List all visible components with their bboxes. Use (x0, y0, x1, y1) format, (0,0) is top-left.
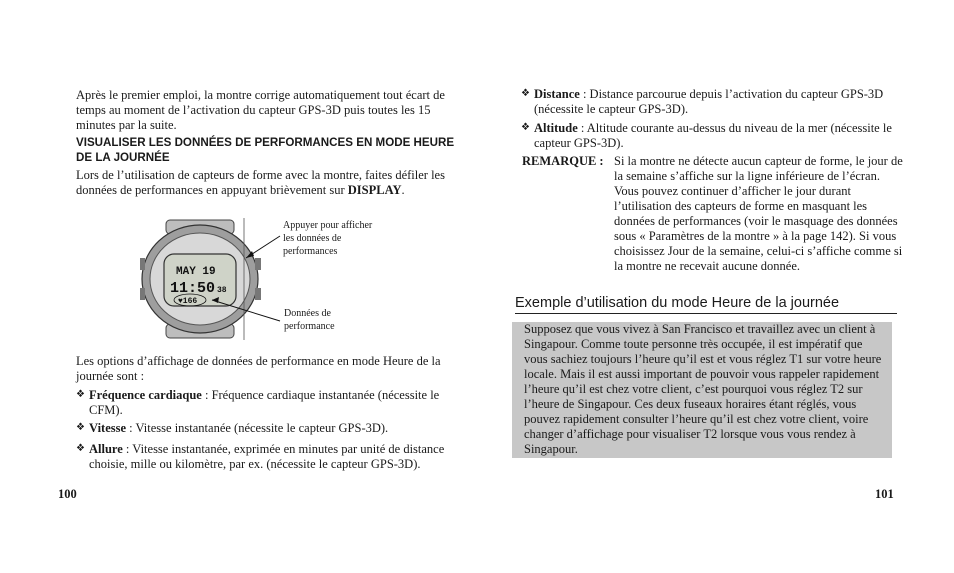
display-paragraph-text: Lors de l’utilisation de capteurs de forme avec la montre, faites défiler les données de performances en appuyant brièvement sur (76, 168, 445, 197)
display-paragraph-end: . (401, 183, 405, 197)
bullet-pace (76, 442, 469, 472)
bullet-heart-rate (76, 388, 469, 418)
bullet-icon: ❖ (521, 122, 530, 133)
remark-label: REMARQUE : (522, 154, 604, 168)
bullet-text: : Vitesse instantanée, exprimée en minutes par unité de distance choisie, mille ou kilomètre, par ex. (nécessite le capteur GPS-3D). (89, 442, 445, 471)
bullet-text: : Vitesse instantanée (nécessite le capteur GPS-3D). (126, 421, 389, 435)
figure-caption-data: Données de performance (284, 308, 335, 332)
bullet-icon: ❖ (76, 389, 85, 400)
remark-text: Si la montre ne détecte aucun capteur de forme, le jour de la semaine s’affiche sur la ligne inférieure de l’écran. Vous pouvez continuer d’afficher le jour durant l’utilisation des capteurs de forme en masquant les données de performances (voir le masquage des données sous « Paramètres de la montre » à la page 142). Si vous choisissez Jour de la semaine, celui-ci s’affiche comme si la montre ne recevait aucune donnée. (614, 154, 903, 273)
bullet-text: : Distance parcourue depuis l’activation du capteur GPS-3D (nécessite le capteur GPS-3D). (534, 87, 884, 116)
bullet-text: : Fréquence cardiaque instantanée (nécessite le CFM). (89, 388, 440, 417)
section-heading: VISUALISER LES DONNÉES DE PERFORMANCES EN MODE HEURE DE LA JOURNÉE (76, 136, 455, 164)
lcd-date: MAY 19 (176, 266, 216, 278)
options-intro: Les options d’affichage de données de performance en mode Heure de la journée sont : (76, 354, 441, 383)
bullet-title: Distance (534, 87, 580, 101)
page-number-right: 101 (875, 487, 894, 501)
lcd-heart-rate: ♥166 (178, 297, 198, 306)
bullet-distance (521, 87, 904, 117)
lcd-seconds: 38 (217, 286, 227, 295)
bullet-speed (76, 421, 469, 436)
bullet-icon: ❖ (521, 88, 530, 99)
bullet-title: Altitude (534, 121, 578, 135)
page-number-left: 100 (58, 487, 77, 501)
bullet-title: Vitesse (89, 421, 127, 435)
example-text: Supposez que vous vivez à San Francisco et travaillez avec un client à Singapour. Comme toute personne très occupée, il est impératif que vous sachiez toujours l’heure qu’il est et vous réglez T1 sur votre heure locale. Mais il est aussi important de pouvoir vous rappeler rapidement l’heure qu’il est chez votre client, c’est pourquoi vous réglez T2 sur l’heure de Singapour. Ces deux fuseaux horaires étant réglés, vous pouvez rapidement consulter l’heure qu’il est chez votre client, voire changer d’affichage pour visualiser T2 lorsque vous vous rendez à Singapour. (524, 322, 882, 456)
bullet-icon: ❖ (76, 443, 85, 454)
bullet-text: : Altitude courante au-dessus du niveau de la mer (nécessite le capteur GPS-3D). (534, 121, 892, 150)
bullet-title: Allure (89, 442, 123, 456)
example-section-title: Exemple d’utilisation du mode Heure de la journée (515, 294, 897, 314)
display-button-name: DISPLAY (347, 183, 402, 197)
bullet-altitude (521, 121, 904, 151)
bullet-title: Fréquence cardiaque (89, 388, 202, 402)
display-paragraph (76, 168, 456, 198)
watch-illustration (140, 218, 290, 343)
lcd-time: 11:50 (170, 280, 216, 297)
figure-caption-button: Appuyer pour afficher les données de performances (283, 220, 373, 257)
bullet-icon: ❖ (76, 422, 85, 433)
intro-paragraph: Après le premier emploi, la montre corrige automatiquement tout écart de temps au moment de l’activation du capteur GPS-3D puis toutes les 15 minutes par la suite. (76, 88, 445, 132)
